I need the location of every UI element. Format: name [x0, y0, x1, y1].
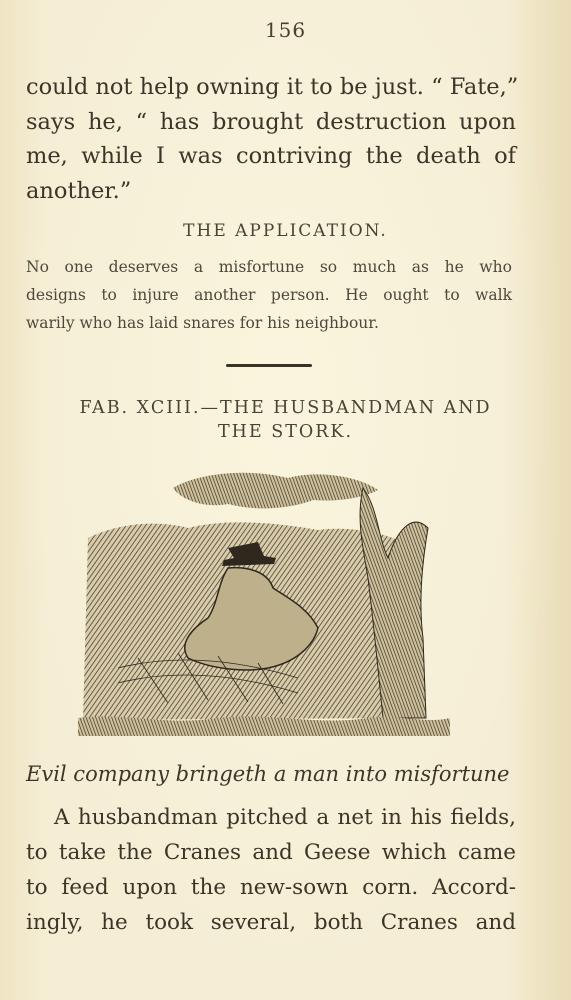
ground	[78, 716, 450, 736]
text-line: A husbandman pitched a net in his fields,	[54, 805, 516, 830]
text-line: to take the Cranes and Geese which came	[26, 840, 516, 865]
previous-fable-ending	[26, 70, 519, 208]
text-line: designs to injure another person. He ought to walk	[26, 286, 512, 304]
application-text	[26, 253, 512, 337]
text-line: to feed upon the new-sown corn. Accord-	[26, 875, 516, 900]
fable-title-line: THE STORK.	[217, 422, 354, 442]
text-line: says he, “ has brought destruction upon	[26, 108, 516, 135]
page-number: 156	[264, 18, 307, 42]
application-heading: THE APPLICATION.	[183, 221, 388, 241]
text-line: warily who has laid snares for his neighbour.	[26, 314, 379, 332]
fable-text	[26, 800, 516, 940]
tree-foliage	[173, 473, 378, 509]
text-line: ingly, he took several, both Cranes and	[26, 910, 516, 935]
woodcut-illustration	[78, 468, 450, 746]
text-line: another.”	[26, 177, 132, 204]
fable-title-line: FAB. XCIII.—THE HUSBANDMAN AND	[79, 398, 492, 418]
text-line: could not help owning it to be just. “ Fate,”	[26, 74, 519, 100]
section-divider	[226, 364, 312, 367]
illustration-caption: Evil company bringeth a man into misfortune	[26, 762, 510, 786]
text-line: No one deserves a misfortune so much as he who	[26, 258, 512, 276]
fable-title	[0, 396, 571, 444]
text-line: me, while I was contriving the death of	[26, 143, 516, 169]
